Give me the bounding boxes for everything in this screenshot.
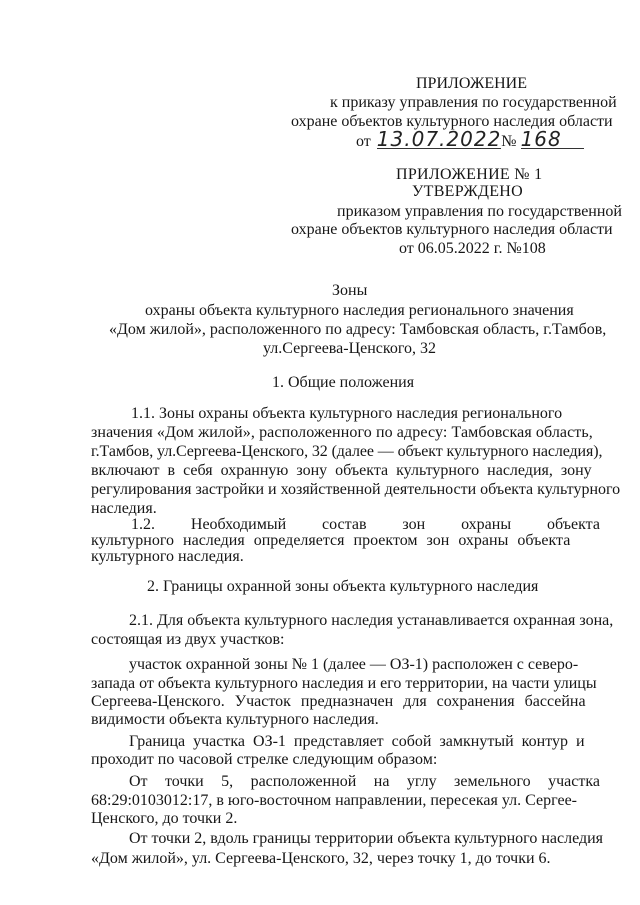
s2-p2-line-1: участок охранной зоны № 1 (далее — ОЗ-1) расположен с северо- — [129, 656, 579, 673]
appendix-1-title: ПРИЛОЖЕНИЕ № 1 — [396, 166, 543, 183]
s2-p3-line-1: Граница участка ОЗ-1 представляет собой замкнутый контур и — [129, 733, 585, 750]
s2-p4-line-2: 68:29:0103012:17, в юго-восточном направлении, пересекая ул. Сергее- — [91, 792, 577, 809]
doc-title-line-2: охраны объекта культурного наследия регионального значения — [145, 302, 574, 319]
s2-p3-line-2: проходит по часовой стрелке следующим образом: — [91, 751, 438, 768]
s1-p1-line-4: включают в себя охранную зону объекта культурного наследия, зону — [91, 462, 592, 479]
section-2-heading: 2. Границы охранной зоны объекта культурного наследия — [147, 578, 539, 595]
handwritten-date: 13.07.2022 — [376, 127, 502, 151]
s1-p1-line-3: г.Тамбов, ул.Сергеева-Ценского, 32 (далее — объект культурного наследия), — [91, 443, 603, 460]
s2-p1-line-2: состоящая из двух участков: — [91, 631, 285, 648]
approved-label: УТВЕРЖДЕНО — [412, 183, 524, 200]
approved-line-1: приказом управления по государственной — [337, 203, 622, 220]
s1-p1-line-2: значения «Дом жилой», расположенного по адресу: Тамбовская область, — [91, 424, 593, 441]
s1-p2-line-3: культурного наследия. — [91, 548, 244, 565]
s1-p1-line-5: регулирования застройки и хозяйственной деятельности объекта культурного — [91, 481, 621, 498]
s2-p4-line-3: Ценского, до точки 2. — [91, 810, 238, 827]
s1-p2-line-1: 1.2. Необходимый состав зон охраны объекта — [131, 516, 600, 533]
doc-title-line-4: ул.Сергеева-Ценского, 32 — [263, 340, 437, 357]
date-prefix: от — [356, 133, 371, 150]
doc-title-line-3: «Дом жилой», расположенного по адресу: Тамбовская область, г.Тамбов, — [109, 321, 607, 338]
approved-line-2: охране объектов культурного наследия области — [291, 221, 613, 238]
approved-line-3: от 06.05.2022 г. №108 — [399, 240, 546, 257]
s2-p4-line-1: От точки 5, расположенной на углу земельного участка — [129, 773, 600, 790]
s1-p2-line-2: культурного наследия определяется проектом зон охраны объекта — [91, 532, 571, 549]
doc-title-line-1: Зоны — [332, 282, 368, 299]
s2-p2-line-4: видимости объекта культурного наследия. — [91, 711, 379, 728]
s2-p1-line-1: 2.1. Для объекта культурного наследия устанавливается охранная зона, — [129, 612, 614, 629]
appendix-title: ПРИЛОЖЕНИЕ — [416, 75, 528, 92]
section-1-heading: 1. Общие положения — [272, 374, 415, 391]
s2-p5-line-1: От точки 2, вдоль границы территории объекта культурного наследия — [129, 830, 604, 847]
appendix-line-1: к приказу управления по государственной — [330, 94, 617, 111]
s2-p5-line-2: «Дом жилой», ул. Сергеева-Ценского, 32, через точку 1, до точки 6. — [91, 850, 551, 867]
number-sign: № — [501, 133, 517, 150]
handwritten-number: 168 — [521, 130, 584, 149]
s1-p1-line-6: наследия. — [91, 500, 157, 517]
appendix-date-line — [356, 127, 584, 151]
s2-p2-line-2: запада от объекта культурного наследия и его территории, на части улицы — [91, 675, 597, 692]
appendix-line-2: охране объектов культурного наследия области — [291, 113, 613, 130]
s1-p1-line-1: 1.1. Зоны охраны объекта культурного наследия регионального — [131, 405, 563, 422]
s2-p2-line-3: Сергеева-Ценского. Участок предназначен для сохранения бассейна — [91, 693, 586, 710]
